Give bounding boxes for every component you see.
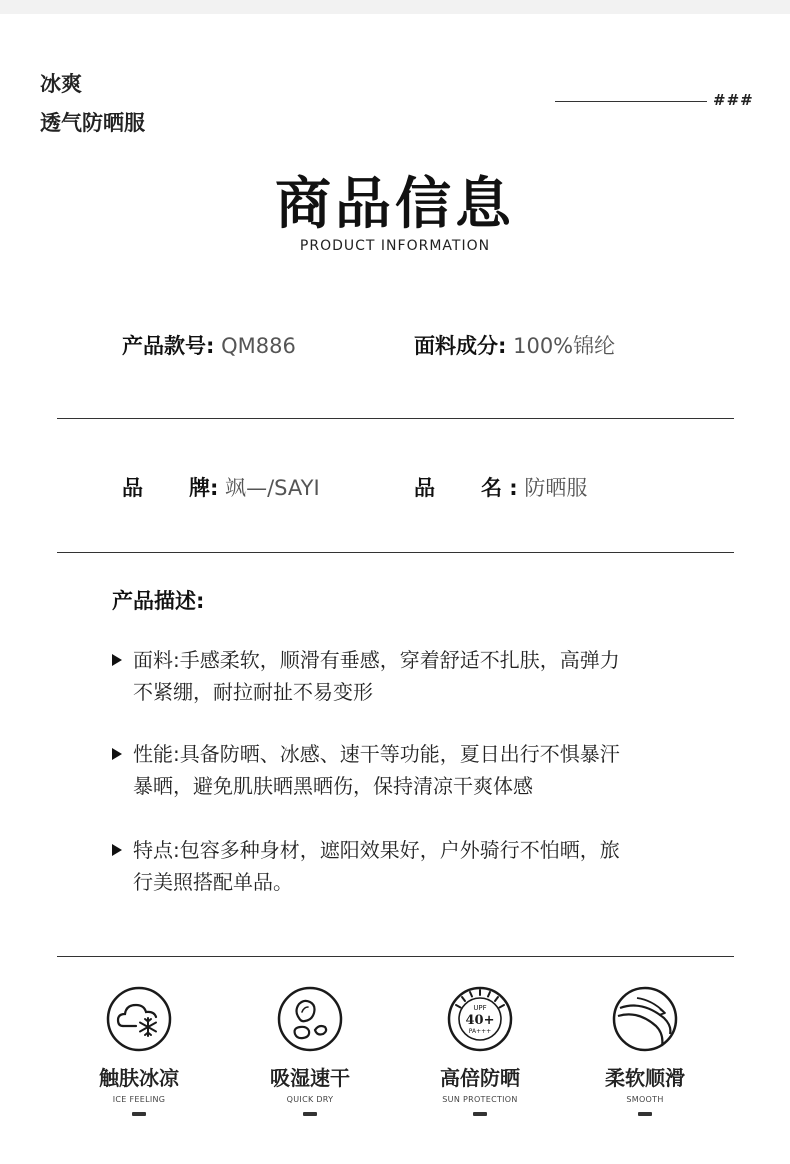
bullet-line1: 性能:具备防晒、冰感、速干等功能，夏日出行不惧暴汗 bbox=[133, 742, 620, 766]
hash-mark: ### bbox=[713, 91, 754, 109]
feature-smooth bbox=[570, 986, 720, 1116]
description-bullet bbox=[112, 644, 692, 708]
divider bbox=[57, 552, 734, 553]
top-band bbox=[0, 0, 790, 14]
bullet-line2: 行美照搭配单品。 bbox=[133, 870, 293, 894]
feature-dash bbox=[638, 1112, 652, 1116]
feature-name: 吸湿速干 bbox=[270, 1066, 350, 1090]
feature-name: 触肤冰凉 bbox=[99, 1066, 179, 1090]
smooth-wave-icon bbox=[612, 986, 678, 1052]
feature-subtitle: ICE FEELING bbox=[112, 1095, 166, 1104]
triangle-bullet-icon bbox=[112, 748, 122, 760]
brand-tagline-line1: 冰爽 bbox=[40, 72, 82, 96]
model-value: QM886 bbox=[221, 334, 296, 358]
feature-ice-feeling bbox=[64, 986, 214, 1116]
upf-badge-icon bbox=[447, 986, 513, 1052]
upf-label: UPF bbox=[473, 1004, 487, 1012]
droplets-icon bbox=[277, 986, 343, 1052]
feature-name: 高倍防晒 bbox=[440, 1066, 520, 1090]
bullet-line1: 面料:手感柔软，顺滑有垂感，穿着舒适不扎肤，高弹力 bbox=[133, 648, 620, 672]
feature-subtitle: SUN PROTECTION bbox=[442, 1095, 518, 1104]
feature-dash bbox=[132, 1112, 146, 1116]
triangle-bullet-icon bbox=[112, 654, 122, 666]
brand-value: 飒—/SAYI bbox=[225, 476, 320, 500]
name-label-a: 品 bbox=[414, 476, 435, 500]
model-field bbox=[122, 330, 296, 360]
upf-value: 40+ bbox=[465, 1013, 495, 1028]
triangle-bullet-icon bbox=[112, 844, 122, 856]
divider bbox=[57, 418, 734, 419]
brand-label-b: 牌: bbox=[189, 476, 219, 500]
page-title: 商品信息 bbox=[275, 172, 515, 237]
fabric-label: 面料成分: bbox=[414, 334, 507, 358]
header-rule bbox=[555, 101, 707, 102]
bullet-line2: 暴晒，避免肌肤晒黑晒伤，保持清凉干爽体感 bbox=[133, 774, 533, 798]
fabric-field bbox=[414, 330, 615, 360]
feature-dash bbox=[303, 1112, 317, 1116]
model-label: 产品款号: bbox=[122, 334, 215, 358]
brand-field bbox=[122, 472, 320, 502]
description-bullet bbox=[112, 738, 692, 802]
description-heading: 产品描述: bbox=[112, 589, 205, 613]
divider bbox=[57, 956, 734, 957]
feature-subtitle: QUICK DRY bbox=[286, 1095, 334, 1104]
product-name-field bbox=[414, 472, 587, 502]
feature-dash bbox=[473, 1112, 487, 1116]
name-label-b: 名 : bbox=[481, 476, 518, 500]
description-bullet bbox=[112, 834, 692, 898]
bullet-line2: 不紧绷，耐拉耐扯不易变形 bbox=[133, 680, 373, 704]
feature-sun-protection bbox=[405, 986, 555, 1116]
page-subtitle: PRODUCT INFORMATION bbox=[299, 238, 491, 254]
pa-label: PA+++ bbox=[468, 1028, 492, 1035]
cloud-snowflake-icon bbox=[106, 986, 172, 1052]
feature-name: 柔软顺滑 bbox=[605, 1066, 685, 1090]
bullet-line1: 特点:包容多种身材，遮阳效果好，户外骑行不怕晒，旅 bbox=[133, 838, 620, 862]
brand-tagline-line2: 透气防晒服 bbox=[40, 111, 145, 135]
fabric-value: 100%锦纶 bbox=[513, 334, 616, 358]
name-value: 防晒服 bbox=[524, 476, 588, 500]
brand-label-a: 品 bbox=[122, 476, 143, 500]
feature-subtitle: SMOOTH bbox=[626, 1095, 664, 1104]
feature-quick-dry bbox=[235, 986, 385, 1116]
